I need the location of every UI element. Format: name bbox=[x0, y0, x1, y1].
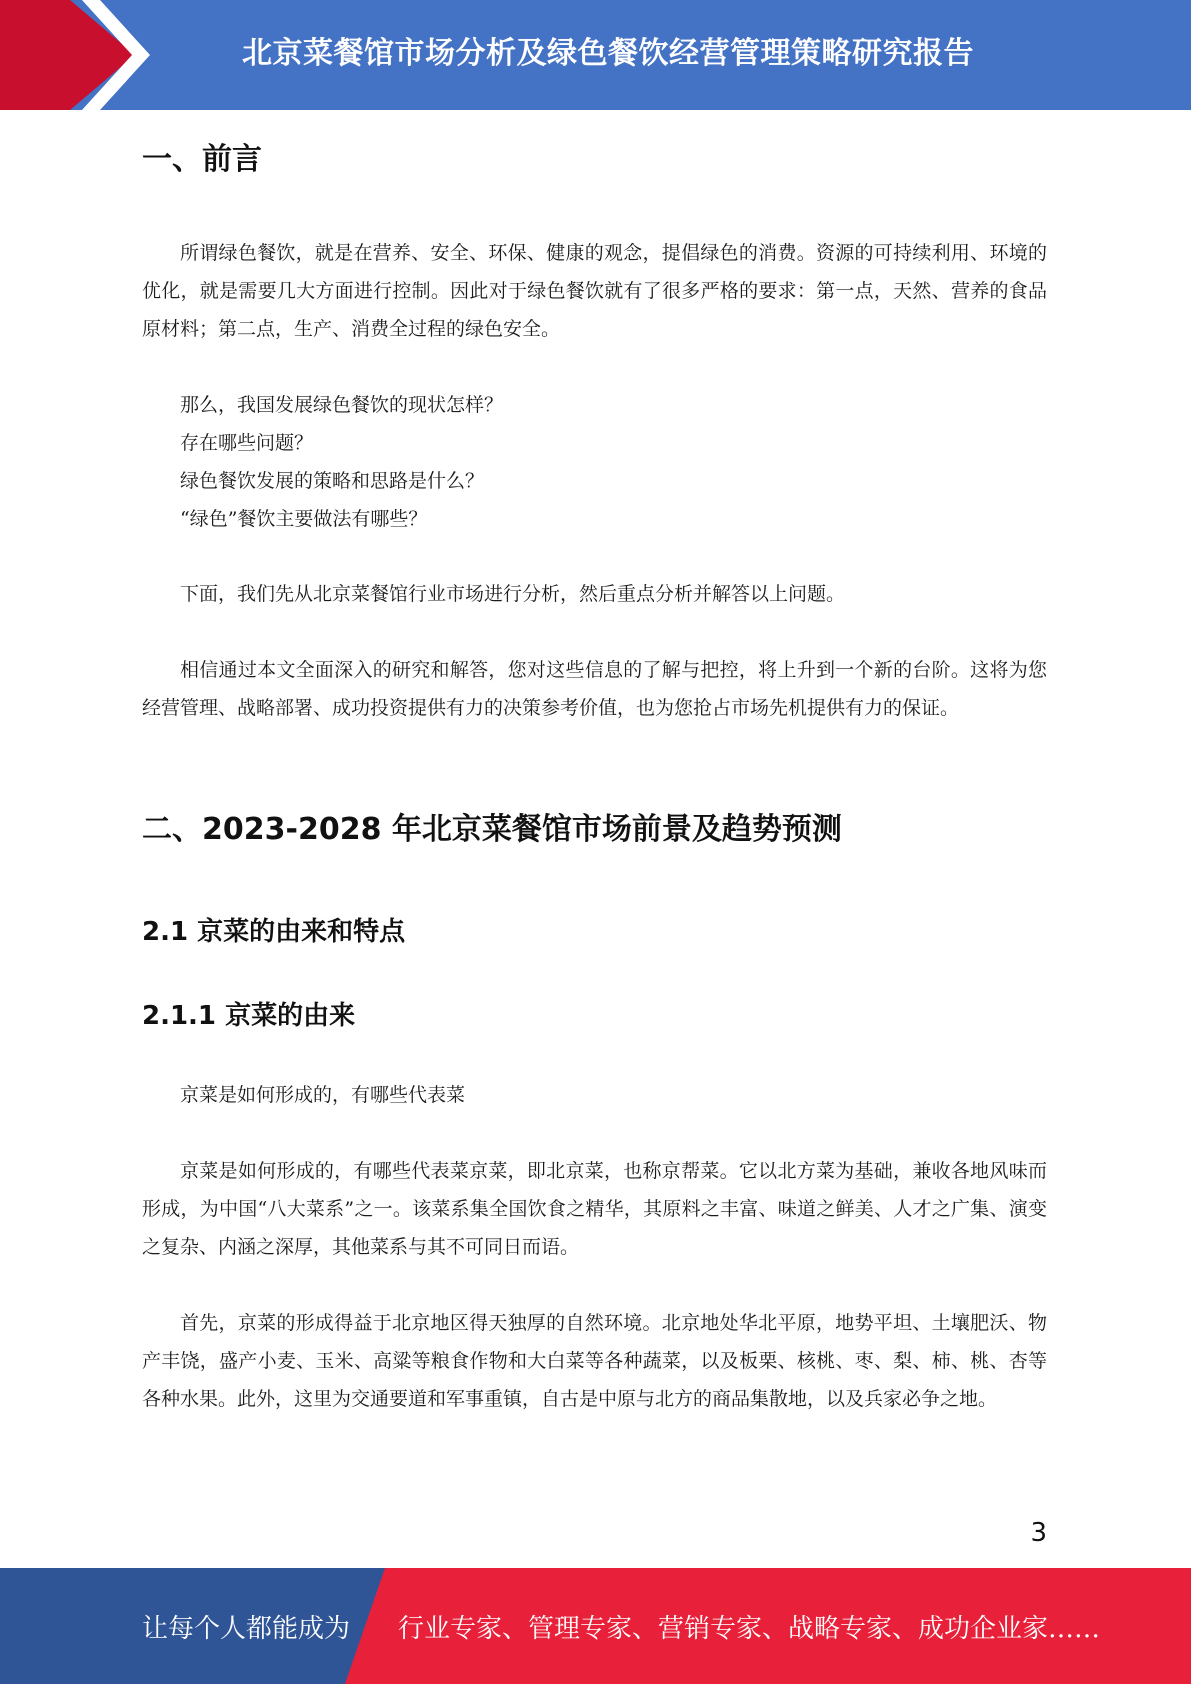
question-item: 那么，我国发展绿色餐饮的现状怎样？ bbox=[180, 394, 504, 416]
question-item: 绿色餐饮发展的策略和思路是什么？ bbox=[180, 470, 485, 492]
origin-paragraph-1: 京菜是如何形成的，有哪些代表菜 bbox=[180, 1084, 466, 1106]
preface-paragraph-3: 相信通过本文全面深入的研究和解答，您对这些信息的了解与把控，将上升到一个新的台阶。这将为您经营管理、战略部署、成功投资提供有力的决策参考价值，也为您抢占市场先机提供有力的保证。 bbox=[142, 659, 1047, 719]
section-heading-preface: 一、前言 bbox=[142, 142, 262, 177]
footer-slogan-left: 让每个人都能成为 bbox=[142, 1613, 351, 1644]
origin-paragraph-2: 京菜是如何形成的，有哪些代表菜京菜，即北京菜，也称京帮菜。它以北方菜为基础，兼收各地风味而形成，为中国“八大菜系”之一。该菜系集全国饮食之精华，其原料之丰富、味道之鲜美、人才之广集、演变之复杂、内涵之深厚，其他菜系与其不可同日而语。 bbox=[142, 1160, 1047, 1258]
subsection-heading-2-1: 2.1 京菜的由来和特点 bbox=[142, 917, 406, 947]
footer-banner bbox=[0, 1568, 1191, 1684]
report-title: 北京菜餐馆市场分析及绿色餐饮经营管理策略研究报告 bbox=[242, 36, 974, 71]
preface-paragraph-1: 所谓绿色餐饮，就是在营养、安全、环保、健康的观念，提倡绿色的消费。资源的可持续利用、环境的优化，就是需要几大方面进行控制。因此对于绿色餐饮就有了很多严格的要求：第一点，天然、营养的食品原材料；第二点，生产、消费全过程的绿色安全。 bbox=[142, 242, 1047, 340]
section-heading-forecast: 二、2023-2028 年北京菜餐馆市场前景及趋势预测 bbox=[142, 812, 842, 847]
question-item: 存在哪些问题？ bbox=[180, 432, 314, 454]
question-list bbox=[142, 386, 1047, 538]
document-body bbox=[142, 0, 1047, 1540]
chevron-arrow-icon bbox=[0, 0, 160, 110]
preface-paragraph-2: 下面，我们先从北京菜餐馆行业市场进行分析，然后重点分析并解答以上问题。 bbox=[180, 583, 846, 605]
page-number: 3 bbox=[1030, 1518, 1047, 1548]
subsection-heading-2-1-1: 2.1.1 京菜的由来 bbox=[142, 1001, 356, 1031]
origin-paragraph-3: 首先，京菜的形成得益于北京地区得天独厚的自然环境。北京地处华北平原，地势平坦、土壤肥沃、物产丰饶，盛产小麦、玉米、高粱等粮食作物和大白菜等各种蔬菜，以及板栗、核桃、枣、梨、柿、桃、杏等各种水果。此外，这里为交通要道和军事重镇，自古是中原与北方的商品集散地，以及兵家必争之地。 bbox=[142, 1312, 1047, 1410]
question-item: “绿色”餐饮主要做法有哪些？ bbox=[180, 508, 428, 530]
footer-slogan-right: 行业专家、管理专家、营销专家、战略专家、成功企业家…… bbox=[398, 1613, 1101, 1644]
